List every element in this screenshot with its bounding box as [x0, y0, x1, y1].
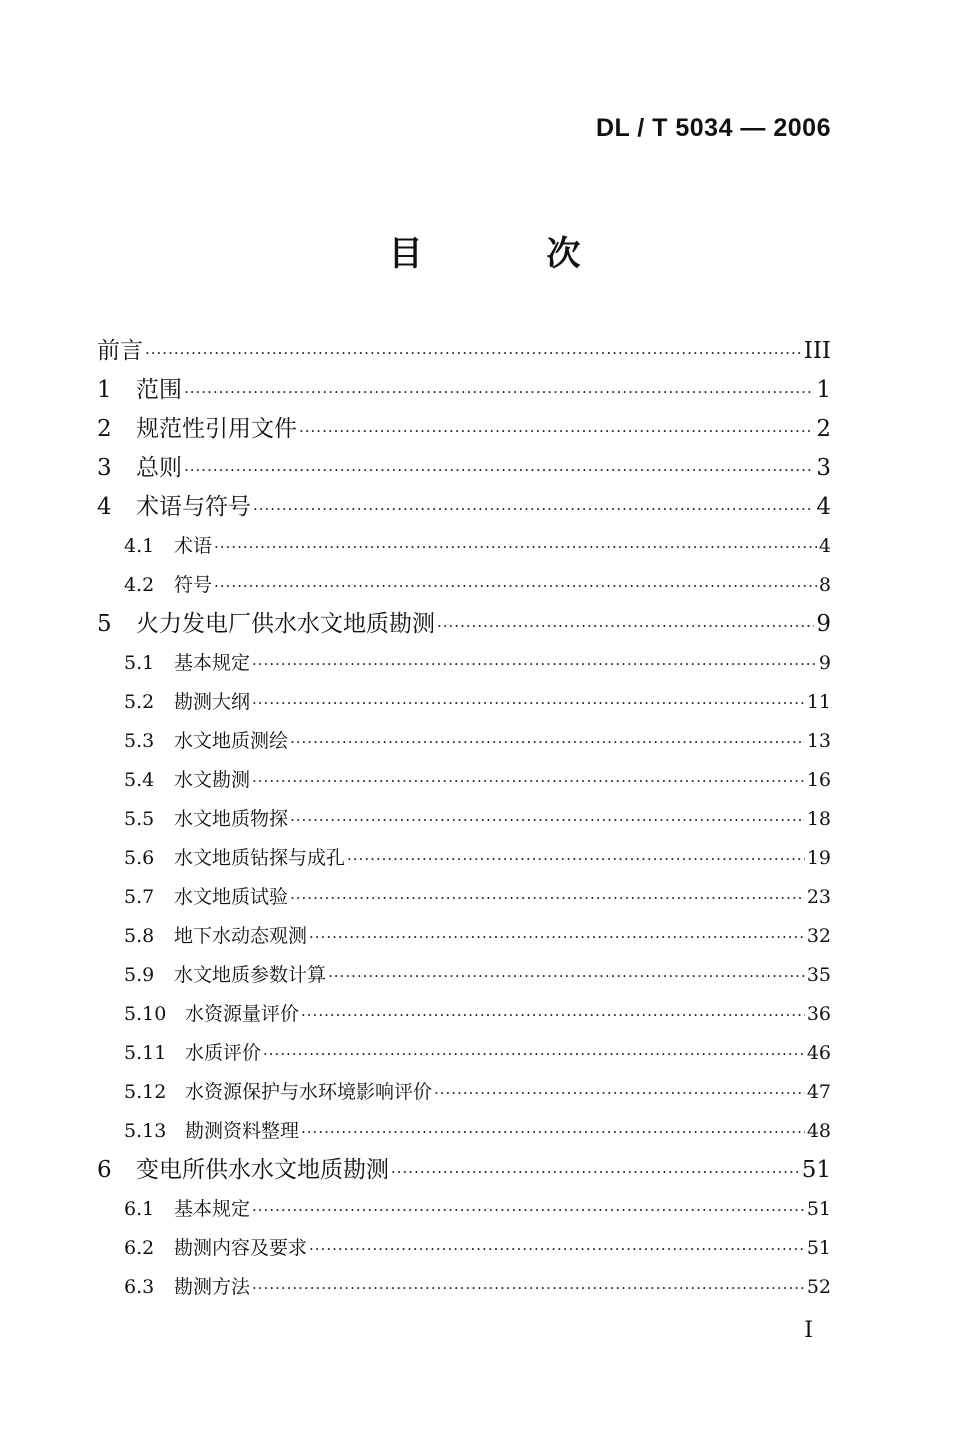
toc-dot-leader: [253, 490, 814, 529]
toc-dot-leader: [252, 762, 805, 801]
toc-entry-number: 5.5: [124, 808, 155, 830]
toc-entry-page: 4: [818, 535, 831, 557]
toc-entry-label: 基本规定: [174, 1198, 251, 1220]
toc-entry[interactable]: [97, 1229, 831, 1268]
toc-entry-label: 水文地质钻探与成孔: [174, 847, 346, 869]
toc-entry-page: 16: [806, 769, 831, 791]
toc-entry-label: 水文地质试验: [174, 886, 289, 908]
toc-entry[interactable]: [97, 488, 831, 527]
toc-entry[interactable]: [97, 1112, 831, 1151]
toc-entry-number: 4: [97, 494, 112, 520]
toc-entry-label: 基本规定: [174, 652, 251, 674]
toc-entry-number: 5.12: [124, 1081, 167, 1103]
toc-entry-number: 5.13: [124, 1120, 167, 1142]
toc-entry-number: 6.3: [124, 1276, 155, 1298]
toc-dot-leader: [437, 607, 814, 646]
toc-entry-label: 水文勘测: [174, 769, 251, 791]
toc-entry-page: 32: [806, 925, 831, 947]
toc-entry-number: 3: [97, 455, 112, 481]
toc-dot-leader: [145, 334, 802, 373]
toc-entry[interactable]: [97, 605, 831, 644]
toc-entry-number: 4.1: [124, 535, 155, 557]
toc-entry-page: 4: [816, 494, 831, 520]
toc-entry[interactable]: [97, 761, 831, 800]
toc-entry-label: 水资源保护与水环境影响评价: [185, 1081, 433, 1103]
toc-entry-number: 5.4: [124, 769, 155, 791]
toc-dot-leader: [252, 1191, 805, 1230]
toc-dot-leader: [184, 451, 814, 490]
toc-entry-page: 3: [816, 455, 831, 481]
toc-entry-page: 18: [806, 808, 831, 830]
toc-entry-label: 勘测方法: [174, 1276, 251, 1298]
toc-entry-number: 6.2: [124, 1237, 155, 1259]
toc-entry-number: 5.6: [124, 847, 155, 869]
toc-entry-number: 5.10: [124, 1003, 167, 1025]
toc-entry-label: 总则: [136, 455, 182, 481]
toc-entry-label: 术语与符号: [136, 494, 251, 520]
toc-entry-label: 术语: [174, 535, 213, 557]
toc-entry[interactable]: [97, 1151, 831, 1190]
toc-entry-page: 9: [818, 652, 831, 674]
toc-entry-page: 36: [806, 1003, 831, 1025]
toc-entry-label: 水资源量评价: [185, 1003, 300, 1025]
toc-entry-number: 6: [97, 1157, 112, 1183]
toc-entry-page: 51: [806, 1198, 831, 1220]
toc-entry-page: 47: [806, 1081, 831, 1103]
toc-entry-label: 火力发电厂供水水文地质勘测: [136, 611, 435, 637]
toc-entry-number: 1: [97, 377, 112, 403]
toc-entry[interactable]: [97, 839, 831, 878]
toc-entry-label: 勘测内容及要求: [174, 1237, 308, 1259]
toc-dot-leader: [214, 528, 817, 567]
toc-entry[interactable]: [97, 644, 831, 683]
toc-dot-leader: [309, 918, 805, 957]
toc-entry[interactable]: [97, 371, 831, 410]
toc-dot-leader: [252, 1269, 805, 1308]
toc-entry-page: 1: [816, 377, 831, 403]
toc-entry[interactable]: [97, 878, 831, 917]
toc-entry-label: 前言: [97, 338, 143, 364]
toc-entry-page: 51: [801, 1157, 831, 1183]
toc-entry-number: 5.8: [124, 925, 155, 947]
toc-entry[interactable]: [97, 956, 831, 995]
toc-entry-label: 符号: [174, 574, 213, 596]
toc-entry-label: 规范性引用文件: [136, 416, 297, 442]
toc-dot-leader: [290, 723, 805, 762]
toc-entry-number: 4.2: [124, 574, 155, 596]
table-of-contents: [97, 332, 831, 1307]
toc-entry-number: 2: [97, 416, 112, 442]
toc-entry-label: 变电所供水水文地质勘测: [136, 1157, 389, 1183]
toc-entry-label: 勘测资料整理: [185, 1120, 300, 1142]
toc-entry-number: 6.1: [124, 1198, 155, 1220]
toc-entry-page: 9: [816, 611, 831, 637]
toc-entry[interactable]: [97, 449, 831, 488]
toc-entry-page: 13: [806, 730, 831, 752]
toc-entry[interactable]: [97, 527, 831, 566]
toc-entry[interactable]: [97, 1034, 831, 1073]
toc-entry[interactable]: [97, 1073, 831, 1112]
toc-entry-page: 2: [816, 416, 831, 442]
toc-dot-leader: [290, 879, 805, 918]
toc-dot-leader: [434, 1074, 805, 1113]
toc-entry[interactable]: [97, 683, 831, 722]
toc-entry[interactable]: [97, 995, 831, 1034]
page-title: 目 次: [388, 234, 637, 274]
toc-entry[interactable]: [97, 800, 831, 839]
toc-dot-leader: [301, 1113, 805, 1152]
page-number: I: [804, 1318, 813, 1343]
toc-entry-label: 地下水动态观测: [174, 925, 308, 947]
toc-entry-page: 19: [806, 847, 831, 869]
toc-entry-page: 52: [806, 1276, 831, 1298]
toc-dot-leader: [252, 645, 817, 684]
toc-entry-label: 水文地质物探: [174, 808, 289, 830]
toc-dot-leader: [328, 957, 805, 996]
toc-dot-leader: [263, 1035, 805, 1074]
toc-entry-number: 5: [97, 611, 112, 637]
toc-dot-leader: [214, 567, 817, 606]
toc-entry-number: 5.3: [124, 730, 155, 752]
standard-code: DL / T 5034 — 2006: [595, 114, 831, 142]
toc-entry-number: 5.9: [124, 964, 155, 986]
toc-entry[interactable]: [97, 1190, 831, 1229]
toc-dot-leader: [347, 840, 805, 879]
toc-entry-number: 5.11: [124, 1042, 167, 1064]
toc-entry[interactable]: [97, 410, 831, 449]
toc-entry-label: 水质评价: [185, 1042, 262, 1064]
toc-entry-number: 5.7: [124, 886, 155, 908]
toc-entry-number: 5.2: [124, 691, 155, 713]
toc-entry-number: 5.1: [124, 652, 155, 674]
toc-entry-label: 水文地质测绘: [174, 730, 289, 752]
toc-entry-page: III: [803, 338, 831, 364]
toc-entry[interactable]: [97, 917, 831, 956]
toc-entry-label: 范围: [136, 377, 182, 403]
toc-entry[interactable]: [97, 566, 831, 605]
toc-dot-leader: [252, 684, 805, 723]
toc-entry-page: 8: [818, 574, 831, 596]
toc-dot-leader: [299, 412, 814, 451]
toc-entry-page: 46: [806, 1042, 831, 1064]
toc-entry-page: 51: [806, 1237, 831, 1259]
toc-entry-page: 35: [806, 964, 831, 986]
toc-entry-page: 23: [806, 886, 831, 908]
toc-entry-label: 勘测大纲: [174, 691, 251, 713]
toc-entry[interactable]: [97, 722, 831, 761]
toc-entry-label: 水文地质参数计算: [174, 964, 327, 986]
toc-dot-leader: [290, 801, 805, 840]
toc-entry-page: 11: [806, 691, 831, 713]
toc-entry[interactable]: [97, 332, 831, 371]
toc-dot-leader: [309, 1230, 805, 1269]
toc-dot-leader: [391, 1153, 800, 1192]
toc-entry-page: 48: [806, 1120, 831, 1142]
toc-dot-leader: [184, 373, 814, 412]
toc-entry[interactable]: [97, 1268, 831, 1307]
toc-dot-leader: [301, 996, 805, 1035]
